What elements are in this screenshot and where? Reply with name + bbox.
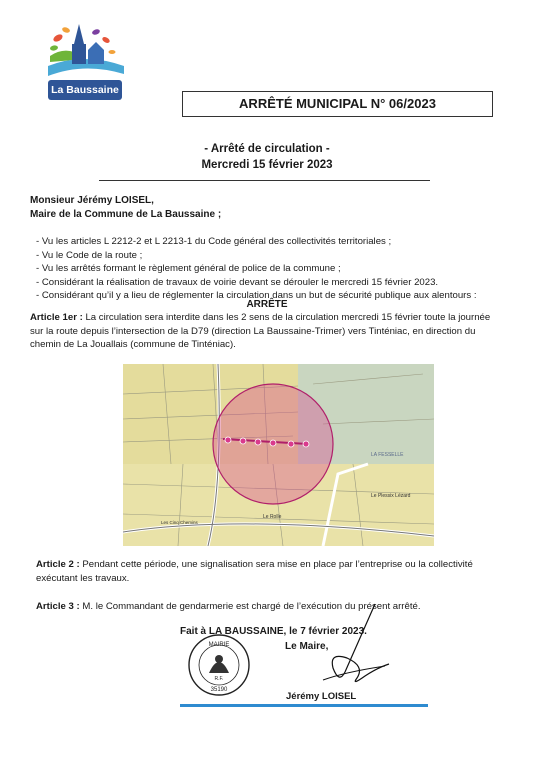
article-3-label: Article 3 : <box>36 601 80 612</box>
signatory-name: Jérémy LOISEL <box>286 691 357 702</box>
article-2-label: Article 2 : <box>36 559 80 570</box>
svg-text:R.F.: R.F. <box>214 676 224 682</box>
signature-scribble-icon <box>305 602 395 692</box>
map-label-cinq-chemins: Les Cinq Chemins <box>161 520 198 525</box>
article-3 <box>36 600 501 614</box>
map-label-rolle: Le Rolle <box>263 514 282 520</box>
place-and-date: Fait à LA BAUSSAINE, le 7 février 2023. <box>180 626 367 637</box>
commune-logo <box>44 22 126 102</box>
footer-divider <box>180 704 428 707</box>
consideration-item: - Vu le Code de la route ; <box>36 249 143 261</box>
mayor-title-line: Maire de la Commune de La Baussaine ; <box>30 209 222 220</box>
mayor-intro <box>30 194 221 222</box>
mayor-name-line: Monsieur Jérémy LOISEL, <box>30 195 154 206</box>
mayor-label: Le Maire, <box>285 641 329 652</box>
document-subtitle <box>0 141 534 173</box>
document-title: ARRÊTÉ MUNICIPAL N° 06/2023 <box>182 91 493 117</box>
subtitle-line-1: - Arrêté de circulation - <box>204 143 330 155</box>
article-1-text: La circulation sera interdite dans les 2 sens de la circulation mercredi 15 février toute la journée sur la route depuis l’intersection de la D79 (direction La Baussaine-Trimer) vers Tinténiac, en direction du chemin de La Jouallais (commune de Tinténiac). <box>30 312 491 350</box>
svg-text:MAIRIE: MAIRIE <box>208 642 230 648</box>
article-1-label: Article 1er : <box>30 312 83 323</box>
handwritten-signature <box>305 602 395 692</box>
town-hall-seal <box>181 633 257 697</box>
church-leaf-logo-icon <box>44 22 126 84</box>
subtitle-line-2: Mercredi 15 février 2023 <box>201 159 333 171</box>
svg-text:35190: 35190 <box>210 687 228 693</box>
considerations-list <box>36 235 477 303</box>
consideration-item: - Considérant qu’il y a lieu de réglementer la circulation dans un but de sécurité publique aux alentours : <box>36 290 477 301</box>
official-stamp-icon <box>181 633 257 697</box>
map-label-fesselle: LA FESSELLE <box>371 452 404 458</box>
road-map-image <box>123 364 434 546</box>
consideration-item: - Considérant la réalisation de travaux de voirie devant se dérouler le mercredi 15 février 2023. <box>36 276 439 288</box>
article-3-text: M. le Commandant de gendarmerie est chargé de l’exécution du présent arrêté. <box>79 601 421 612</box>
header-divider <box>99 180 430 181</box>
arrete-heading: ARRÊTE <box>246 299 288 310</box>
article-2 <box>36 558 501 585</box>
article-1 <box>30 311 500 352</box>
logo-text: La Baussaine <box>48 80 122 100</box>
map-label-plessix: Le Plessix Lézard <box>371 493 411 499</box>
article-2-text: Pendant cette période, une signalisation sera mise en place par l’entreprise ou la collectivité exécutant les travaux. <box>36 559 473 584</box>
consideration-item: - Vu les arrêtés formant le règlement général de police de la commune ; <box>36 263 341 274</box>
closure-map <box>123 364 434 546</box>
consideration-item: - Vu les articles L 2212-2 et L 2213-1 du Code général des collectivités territoriales ; <box>36 236 392 247</box>
